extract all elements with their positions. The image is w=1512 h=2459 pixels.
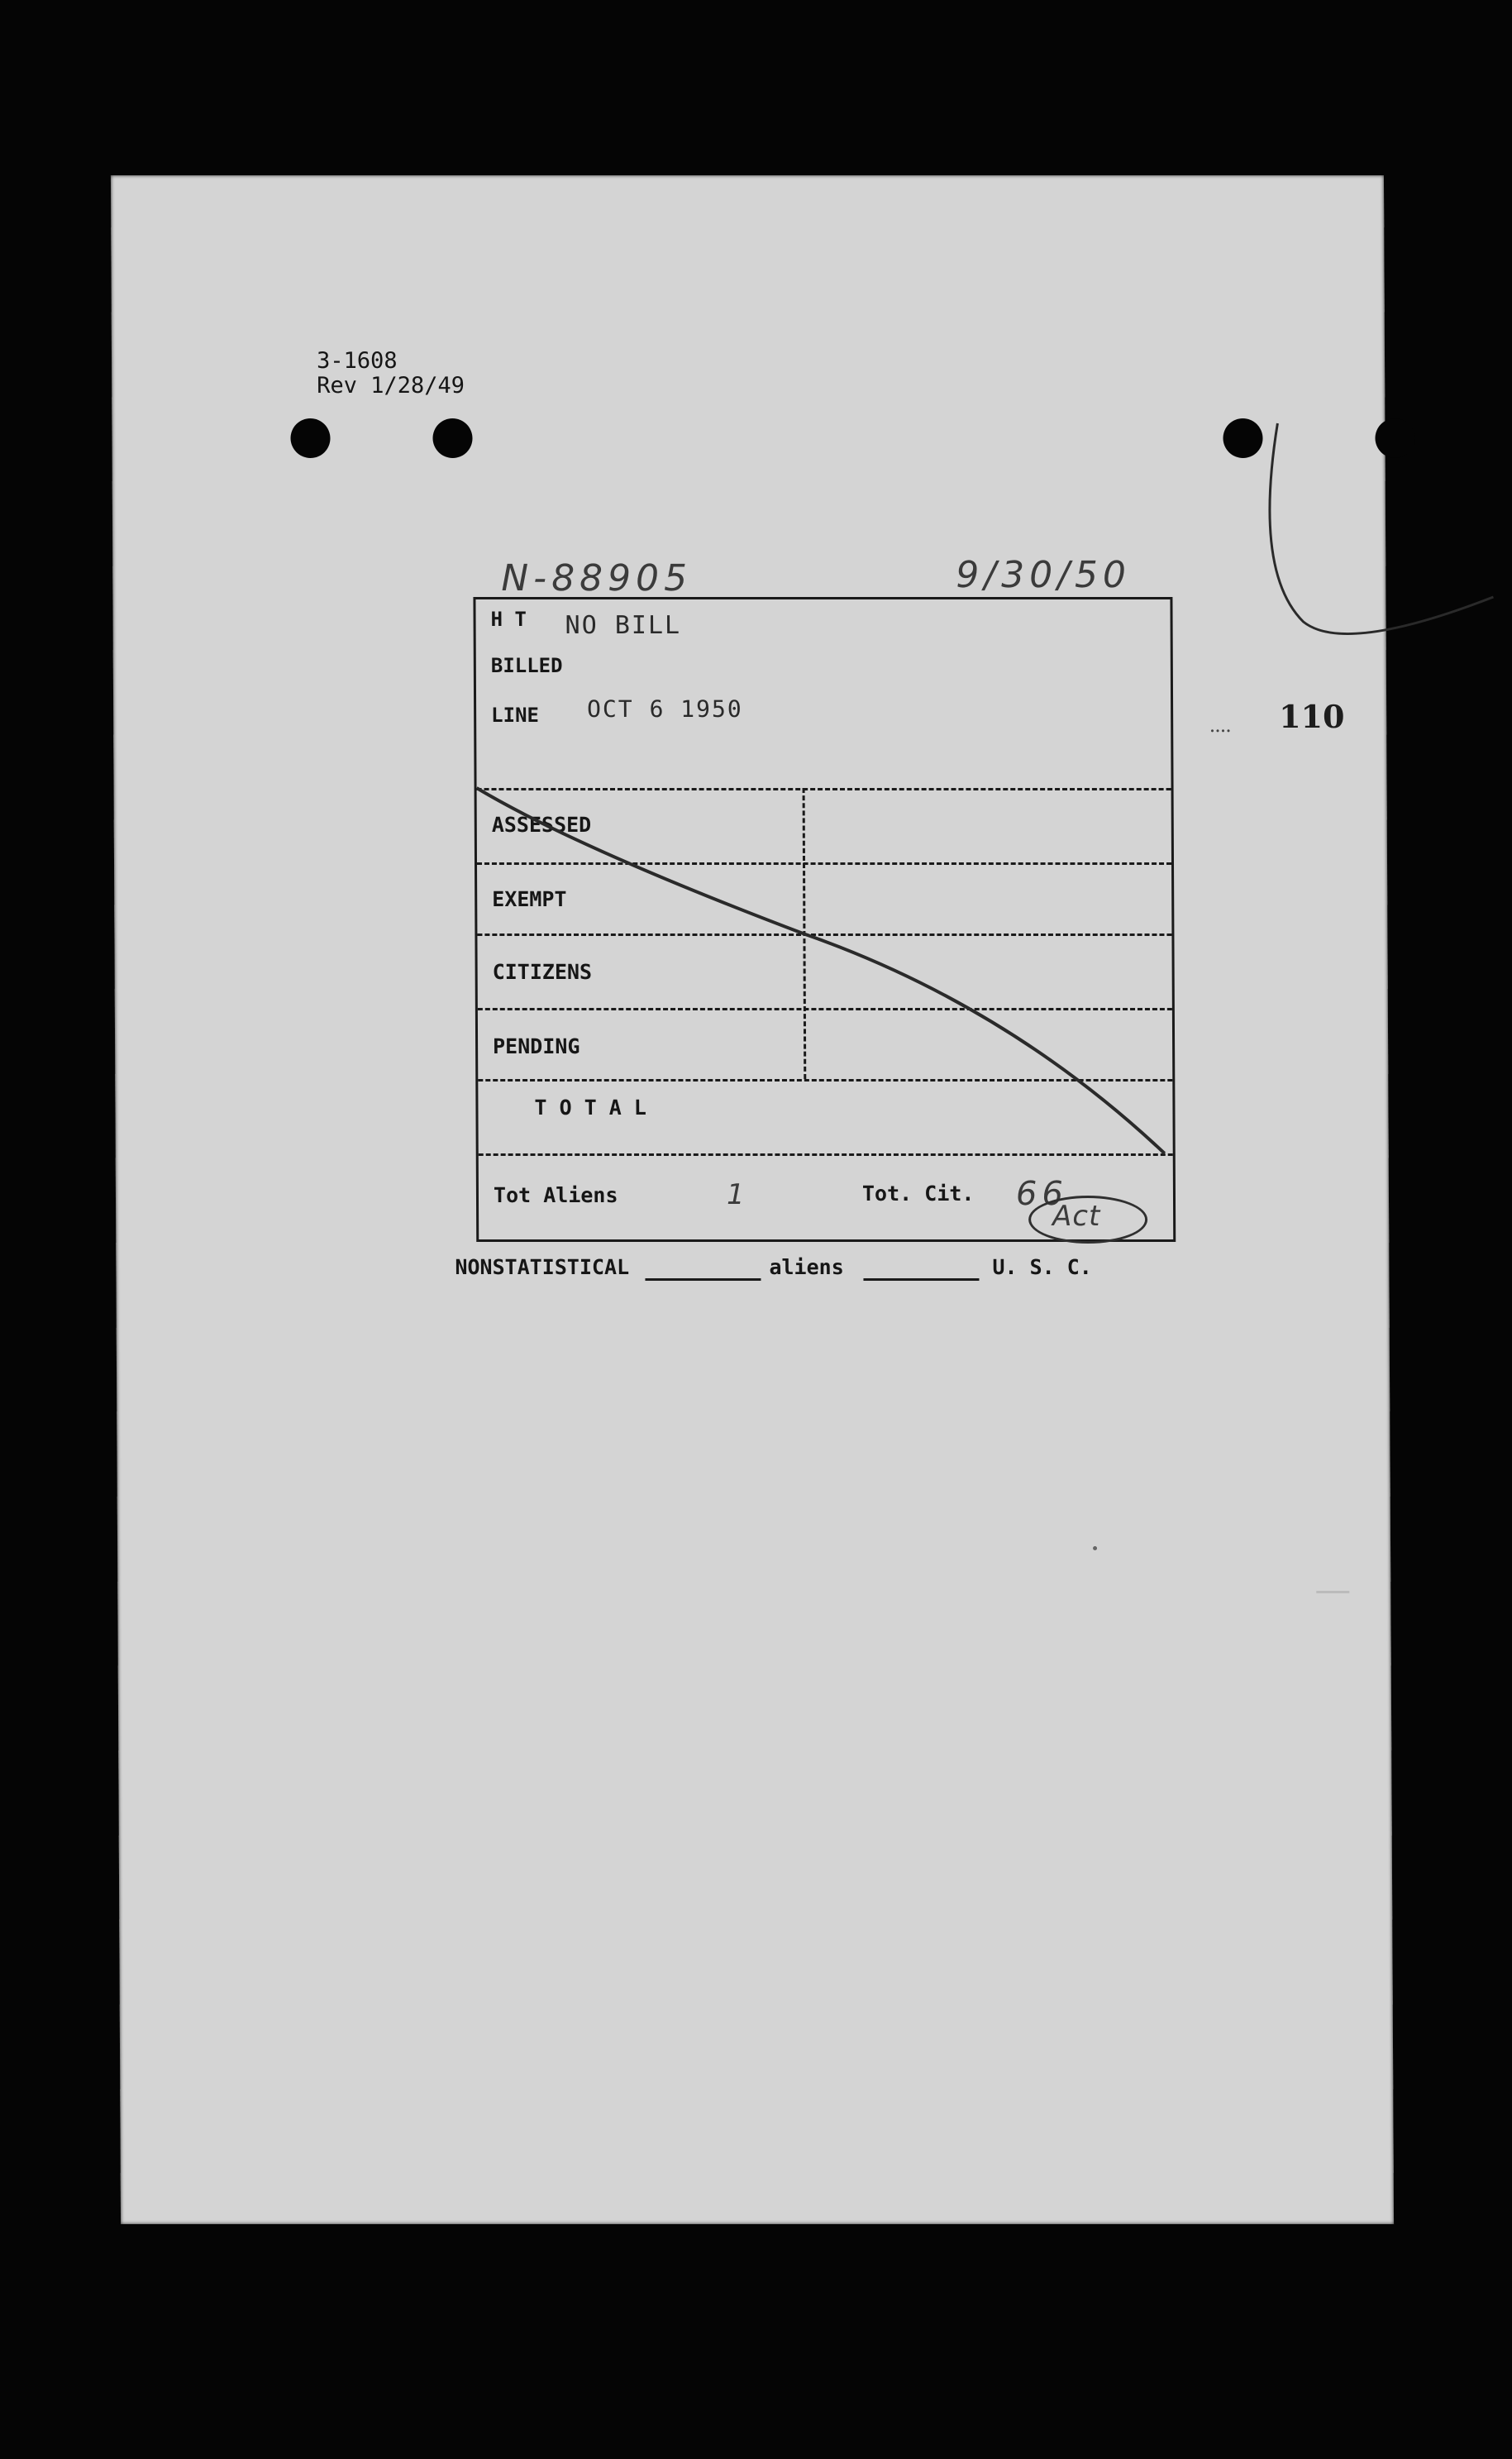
pencil-mark (1252, 415, 1501, 663)
date-stamp: OCT 6 1950 (587, 695, 743, 723)
page-dots: .... (1209, 713, 1232, 737)
form-revision: Rev 1/28/49 (317, 373, 465, 399)
tot-cit-value: 66 (1015, 1175, 1068, 1213)
tally-form (473, 597, 1176, 1242)
cancellation-line (475, 599, 1173, 1239)
row-label-exempt: EXEMPT (492, 887, 567, 911)
speck (1093, 1546, 1097, 1550)
initials-circle (1028, 1196, 1147, 1244)
ht-label: H T (490, 608, 527, 631)
billed-label: BILLED (490, 654, 563, 677)
initials: Act (1052, 1200, 1101, 1233)
form-code: 3-1608 (316, 348, 398, 374)
tot-cit-label: Tot. Cit. (861, 1182, 975, 1206)
page-number: 110 (1279, 698, 1345, 735)
usc-label: U. S. C. (992, 1255, 1092, 1279)
handwritten-date: 9/30/50 (956, 554, 1132, 596)
file-number: N-88905 (501, 557, 693, 599)
tot-aliens-value: 1 (726, 1178, 750, 1211)
row-label-pending: PENDING (493, 1034, 580, 1058)
row-label-assessed: ASSESSED (491, 813, 592, 837)
speck (1316, 1591, 1349, 1593)
row-label-citizens: CITIZENS (492, 960, 593, 984)
aliens-label: aliens (769, 1255, 844, 1279)
line-label: LINE (491, 704, 540, 727)
total-label: T O T A L (534, 1096, 646, 1120)
punch-hole (432, 418, 472, 458)
tot-aliens-label: Tot Aliens (493, 1183, 618, 1207)
document-page (111, 175, 1394, 2224)
aliens-blank (863, 1278, 979, 1281)
nonstatistical-label: NONSTATISTICAL (455, 1255, 630, 1279)
nonstatistical-blank (645, 1278, 761, 1281)
punch-hole (290, 418, 330, 458)
no-bill-stamp: NO BILL (565, 611, 682, 640)
